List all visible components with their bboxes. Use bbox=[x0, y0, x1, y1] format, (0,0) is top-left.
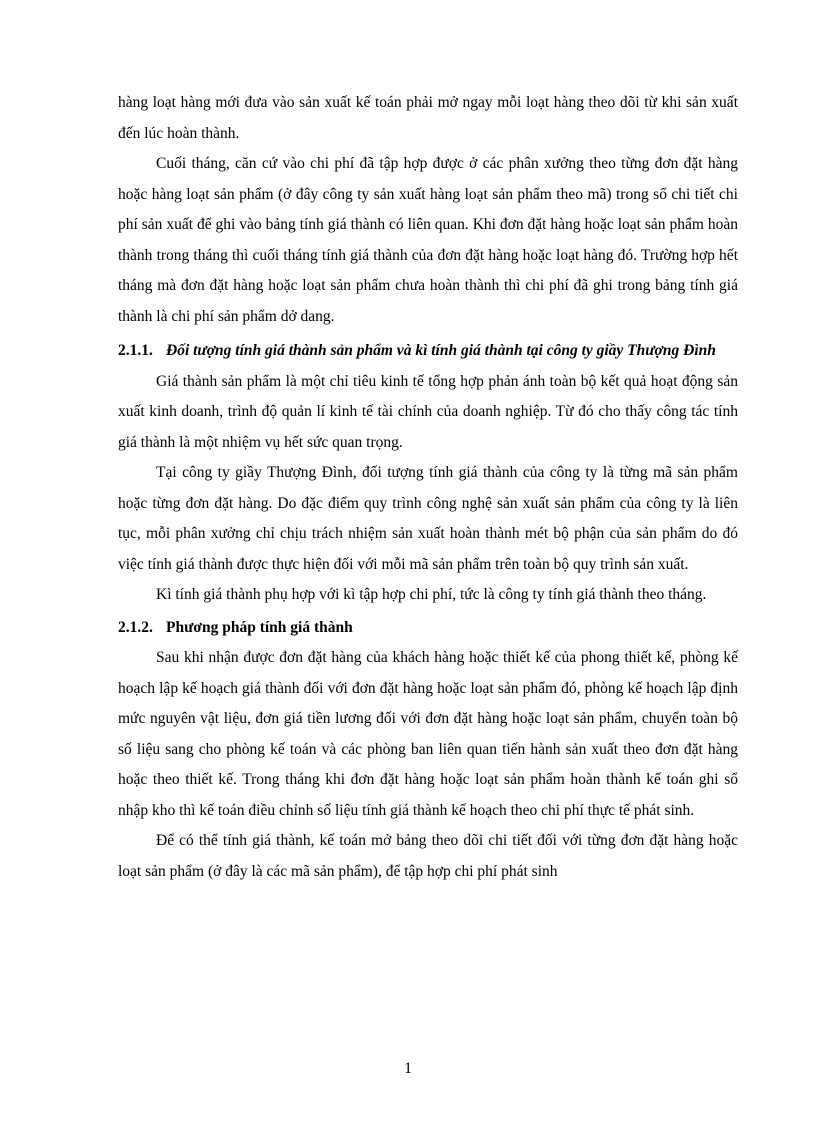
section-1-paragraph-2: Tại công ty giầy Thượng Đình, đối tượng tính giá thành của công ty là từng mã sản phẩm hoặc từng đơn đặt hàng. Do đặc điểm quy trình công nghệ sản xuất sản phẩm của công ty là liên tục, mỗi phân xưởng chỉ chịu trách nhiệm sản xuất hoàn thành mét bộ phận của sản phẩm do đó việc tính giá thành được thực hiện đối với mỗi mã sản phẩm trên toàn bộ quy trình sản xuất. bbox=[118, 464, 738, 573]
section-title: Phương pháp tính giá thành bbox=[166, 618, 353, 636]
section-number: 2.1.1. bbox=[118, 342, 153, 359]
section-2-paragraph-1: Sau khi nhận được đơn đặt hàng của khách hàng hoặc thiết kế của phong thiết kế, phòng kế hoạch lập kế hoạch giá thành đối với đơn đặt hàng hoặc loạt sản phẩm đó, phòng kế hoạch lập định mức nguyên vật liệu, đơn giá tiền lương đối với đơn đặt hàng hoặc loạt sản phẩm, chuyển toàn bộ số liệu sang cho phòng kế toán và các phòng ban liên quan tiến hành sản xuất theo đơn đặt hàng hoặc theo thiết kế. Trong tháng khi đơn đặt hàng hoặc loạt sản phẩm hoàn thành kế toán ghi sổ nhập kho thì kế toán điều chỉnh số liệu tính giá thành kế hoạch theo chi phí thực tế phát sinh. bbox=[118, 649, 738, 819]
section-1-paragraph-1: Giá thành sản phẩm là một chỉ tiêu kinh tế tổng hợp phản ánh toàn bộ kết quả hoạt động sản xuất kinh doanh, trình độ quản lí kinh tế tài chính của doanh nghiệp. Từ đó cho thấy công tác tính giá thành là một nhiệm vụ hết sức quan trọng. bbox=[118, 372, 738, 451]
intro-paragraph-2: Cuối tháng, căn cứ vào chi phí đã tập hợp được ở các phân xưởng theo từng đơn đặt hàng hoặc hàng loạt sản phẩm (ở đây công ty sản xuất hàng loạt sản phẩm theo mã) trong sổ chi tiết chi phí sản xuất để ghi vào bảng tính giá thành có liên quan. Khi đơn đặt hàng hoặc loạt sản phẩm hoàn thành trong tháng thì cuối tháng tính giá thành của đơn đặt hàng hoặc loạt hàng đó. Trường hợp hết tháng mà đơn đặt hàng hoặc loạt sản phẩm chưa hoàn thành thì chi phí đã ghi trong bảng tính giá thành là chi phí sản phẩm dở dang. bbox=[118, 155, 738, 325]
section-number: 2.1.2. bbox=[118, 618, 153, 636]
document-page bbox=[118, 88, 738, 887]
section-heading-2-1-2 bbox=[118, 613, 738, 644]
page-number: 1 bbox=[404, 1060, 412, 1077]
section-title: Đối tượng tính giá thành sản phẩm và kì tính giá thành tại công ty giầy Thượng Đình bbox=[166, 342, 716, 359]
intro-paragraph-1: hàng loạt hàng mới đưa vào sản xuất kế toán phải mở ngay mỗi loạt hàng theo dõi từ khi sản xuất đến lúc hoàn thành. bbox=[118, 94, 738, 142]
section-heading-2-1-1 bbox=[118, 336, 738, 367]
section-2-paragraph-2: Để có thể tính giá thành, kế toán mở bảng theo dõi chi tiết đối với từng đơn đặt hàng hoặc loạt sản phẩm (ở đây là các mã sản phẩm), để tập hợp chi phí phát sinh bbox=[118, 832, 738, 880]
section-1-paragraph-3: Kì tính giá thành phụ hợp với kì tập hợp chi phí, tức là công ty tính giá thành theo tháng. bbox=[156, 586, 707, 603]
